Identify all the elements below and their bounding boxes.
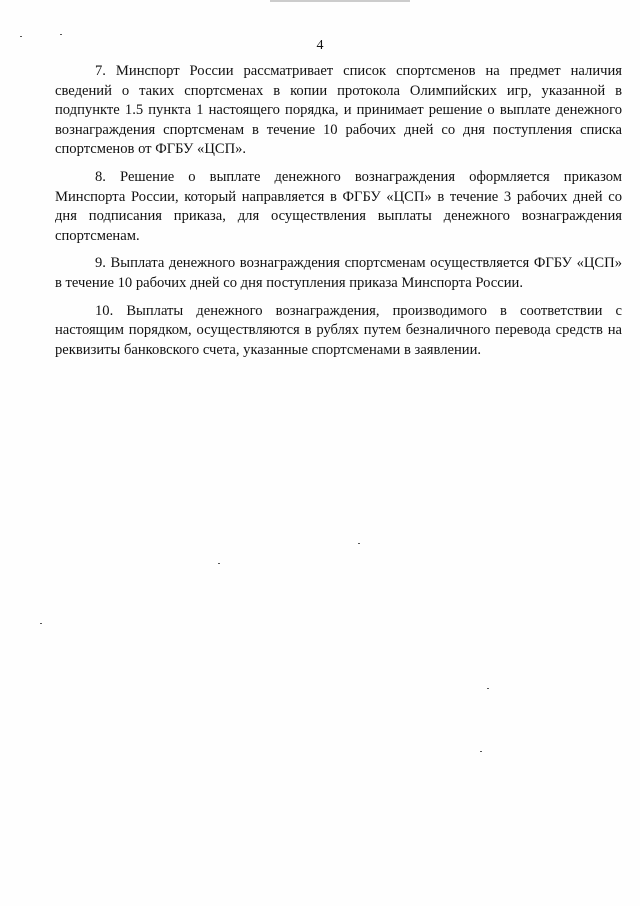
paragraph-7: 7. Минспорт России рассматривает список спортсменов на предмет наличия сведений о таких спортсменах в копии протокола Олимпийских игр, указанной в подпункте 1.5 пункта 1 настоящего порядка, и принимает решение о выплате денежного вознаграждения спортсменам в течение 10 рабочих дней со дня поступления списка спортсменов от ФГБУ «ЦСП». — [55, 63, 622, 158]
scan-speck — [20, 36, 22, 37]
paragraph-8: 8. Решение о выплате денежного вознаграждения оформляется приказом Минспорта России, который направляется в ФГБУ «ЦСП» в течение 3 рабочих дней со дня подписания приказа, для осуществления выплаты денежного вознаграждения спортсменам. — [55, 168, 622, 244]
page-number: 4 — [316, 38, 324, 53]
scan-speck — [40, 623, 42, 624]
scan-speck — [60, 34, 62, 35]
paragraph-9: 9. Выплата денежного вознаграждения спортсменам осуществляется ФГБУ «ЦСП» в течение 10 рабочих дней со дня поступления приказа Минспорта России. — [55, 255, 622, 291]
scan-artifact-line — [270, 0, 410, 2]
scan-speck — [358, 543, 360, 544]
paragraph-10: 10. Выплаты денежного вознаграждения, производимого в соответствии с настоящим порядком, осуществляются в рублях путем безналичного перевода средств на реквизиты банковского счета, указанные спортсменами в заявлении. — [55, 302, 622, 358]
document-body — [55, 62, 622, 368]
scan-speck — [487, 688, 489, 689]
scan-speck — [218, 563, 220, 564]
scan-speck — [480, 751, 482, 752]
